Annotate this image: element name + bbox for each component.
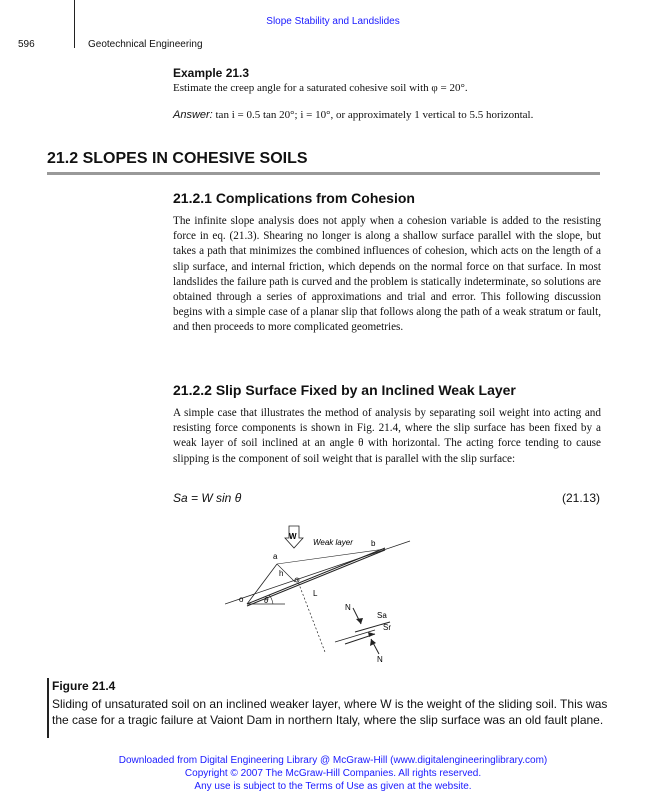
answer-label: Answer: (173, 109, 213, 121)
figure-diagram (225, 524, 425, 672)
label-n-upper: N (345, 603, 351, 612)
figure-caption: Sliding of unsaturated soil on an inclined weaker layer, where W is the weight of the sliding soil. This was the case for a tragic failure at Vaiont Dam in northern Italy, where the slip surface was an old fault plane. (52, 697, 608, 727)
label-w: W (289, 532, 297, 541)
label-h: h (279, 569, 284, 578)
label-sr: Sr (383, 623, 391, 632)
dotted-line (297, 579, 325, 652)
subsection-title-cohesion: 21.2.1 Complications from Cohesion (173, 190, 415, 206)
label-a: a (273, 552, 278, 561)
example-title: Example 21.3 (173, 66, 250, 80)
running-head: Slope Stability and Landslides (266, 16, 400, 27)
answer-text: tan i = 0.5 tan 20°; i = 10°, or approximately 1 vertical to 5.5 horizontal. (212, 109, 534, 121)
label-theta: θ (264, 596, 269, 605)
header-divider (74, 0, 75, 48)
sr-arrow-head (368, 632, 375, 637)
label-weak-layer: Weak layer (313, 538, 353, 547)
slope-surface-line (225, 541, 410, 604)
paragraph-cohesion: The infinite slope analysis does not apply when a cohesion variable is added to the resisting force in eq. (21.3). Shearing no longer is along a shallow surface parallel with the slope, but takes a path that minimizes the combined influences of cohesion, which acts on the length of a slip surface, and internal friction, which depends on the normal force on that surface. In most landslides the failure path is curved and the problem is statically indeterminate, so solutions are obtained through a series of approximations and trial and error. This following discussion begins with a simple case of a planar slip that follows along the path of a weak stratum or fault, and then proceeds to more complicated geometries. (173, 215, 601, 334)
book-title: Geotechnical Engineering (88, 39, 203, 50)
example-answer (173, 109, 533, 121)
label-b: b (371, 539, 376, 548)
section-rule (47, 172, 600, 175)
page-number: 596 (18, 39, 35, 50)
label-o: o (239, 595, 244, 604)
footer-download-link[interactable]: Downloaded from Digital Engineering Library @ McGraw-Hill (www.digitalengineeringlibrary.com) (118, 755, 548, 766)
example-text: Estimate the creep angle for a saturated cohesive soil with φ = 20°. (173, 82, 468, 94)
figure-label: Figure 21.4 (52, 679, 116, 693)
label-sa: Sa (377, 611, 387, 620)
equation-number: (21.13) (561, 491, 600, 505)
paragraph-weak-layer: A simple case that illustrates the method of analysis by separating soil weight into acting and resisting force components is shown in Fig. 21.4, where the slip surface has been fixed by a weak layer of soil inclined at an angle θ with horizontal. The acting force tending to cause slipping is the component of soil weight that is parallel with the slip surface: (173, 407, 601, 465)
footer-terms-link[interactable]: Any use is subject to the Terms of Use as given at the website. (194, 781, 472, 792)
label-l: L (313, 589, 318, 598)
footer-copyright: Copyright © 2007 The McGraw-Hill Companies. All rights reserved. (184, 768, 482, 779)
label-n-lower: N (377, 655, 383, 664)
normal-arrow-upper-head (356, 618, 363, 624)
figure-caption-bar (47, 678, 49, 738)
normal-arrow-lower-head (370, 639, 376, 646)
section-title: 21.2 SLOPES IN COHESIVE SOILS (47, 150, 308, 167)
equation: Sa = W sin θ (173, 491, 242, 505)
subsection-title-weak-layer: 21.2.2 Slip Surface Fixed by an Inclined Weak Layer (173, 382, 516, 398)
